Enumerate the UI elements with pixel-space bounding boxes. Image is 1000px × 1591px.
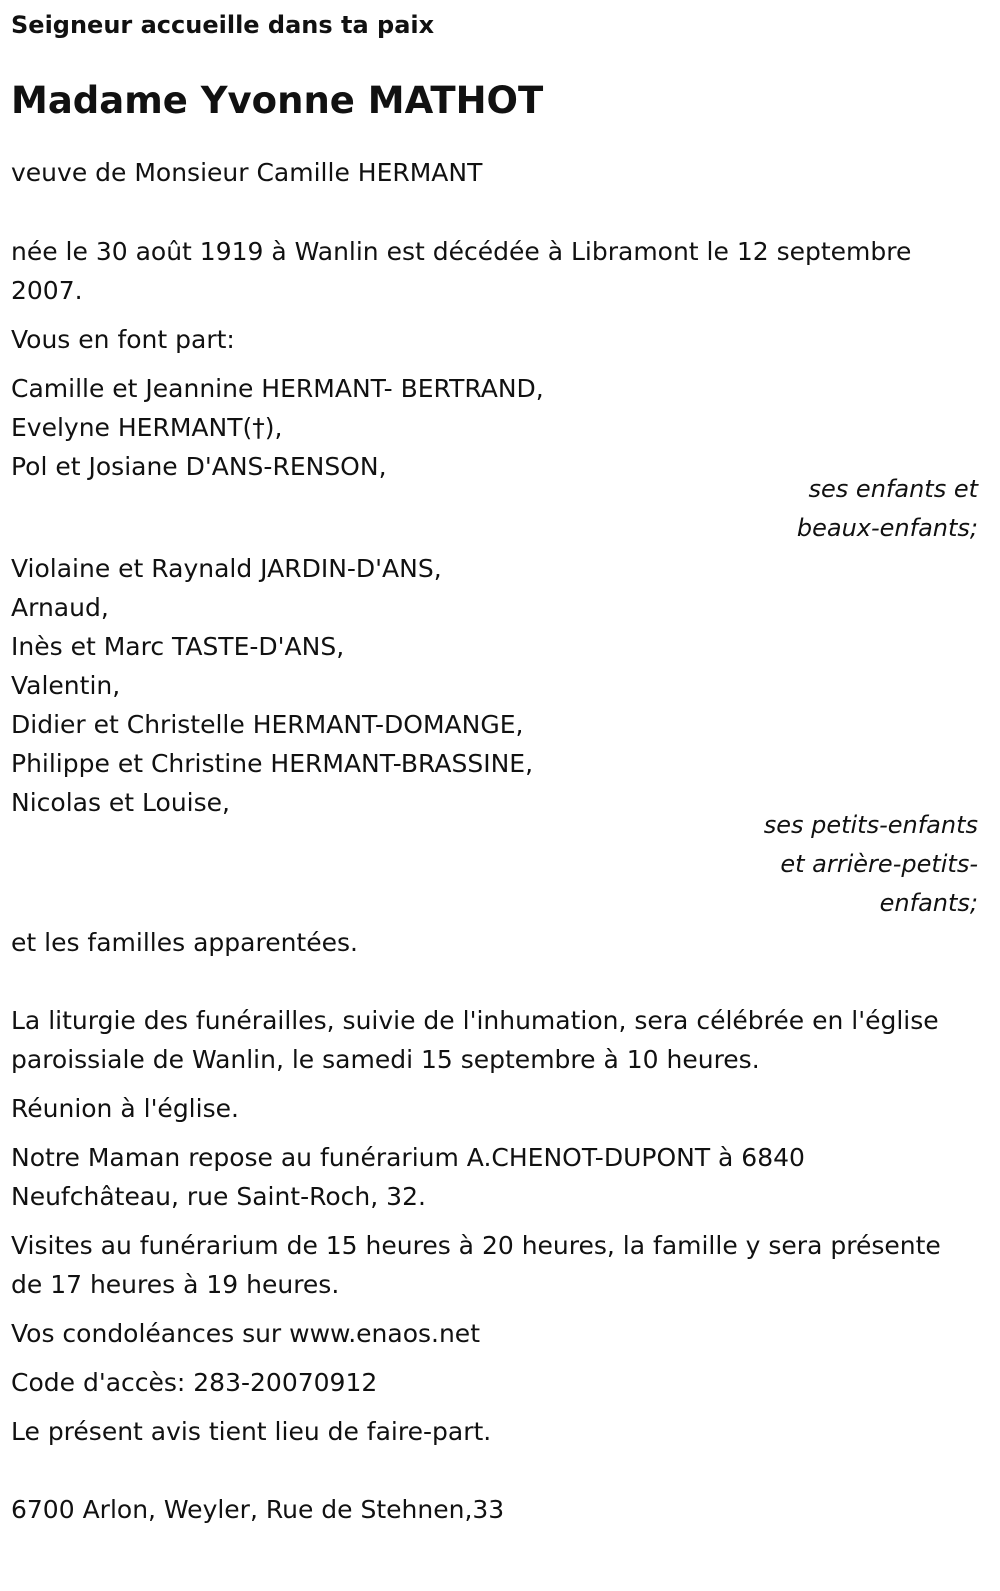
address-line: 6700 Arlon, Weyler, Rue de Stehnen,33 — [11, 1495, 505, 1524]
heading: Seigneur accueille dans ta paix — [11, 11, 435, 39]
families-line: et les familles apparentées. — [11, 928, 358, 957]
liturgy-block — [11, 1001, 978, 1079]
visits-line: Visites au funérarium de 15 heures à 20 heures, la famille y sera présente — [11, 1231, 941, 1260]
grandchildren-list — [11, 549, 978, 822]
children-list — [11, 369, 978, 486]
list-item: Camille et Jeannine HERMANT- BERTRAND, — [11, 374, 544, 403]
list-item: Violaine et Raynald JARDIN-D'ANS, — [11, 554, 442, 583]
notice-line: Le présent avis tient lieu de faire-part. — [11, 1417, 492, 1446]
relation-line: beaux-enfants; — [796, 514, 978, 542]
birth-death-block — [11, 232, 978, 310]
visits-block — [11, 1226, 978, 1304]
liturgy-line: paroissiale de Wanlin, le samedi 15 septembre à 10 heures. — [11, 1045, 760, 1074]
access-code-line: Code d'accès: 283-20070912 — [11, 1368, 378, 1397]
condolences-line: Vos condoléances sur www.enaos.net — [11, 1319, 480, 1348]
list-item: Nicolas et Louise, — [11, 788, 230, 817]
relation-line: ses enfants et — [808, 475, 978, 503]
birth-death-line: née le 30 août 1919 à Wanlin est décédée à Libramont le 12 septembre — [11, 237, 912, 266]
funeral-home-block — [11, 1138, 978, 1216]
deceased-name: Madame Yvonne MATHOT — [11, 79, 544, 122]
relation-line: enfants; — [879, 889, 978, 917]
liturgy-line: La liturgie des funérailles, suivie de l'inhumation, sera célébrée en l'église — [11, 1006, 939, 1035]
list-item: Didier et Christelle HERMANT-DOMANGE, — [11, 710, 524, 739]
relation-line: ses petits-enfants — [763, 811, 978, 839]
list-item: Philippe et Christine HERMANT-BRASSINE, — [11, 749, 534, 778]
announcement-intro: Vous en font part: — [11, 325, 235, 354]
visits-line: de 17 heures à 19 heures. — [11, 1270, 340, 1299]
funeral-home-line: Neufchâteau, rue Saint-Roch, 32. — [11, 1182, 426, 1211]
meeting-line: Réunion à l'église. — [11, 1094, 239, 1123]
list-item: Valentin, — [11, 671, 121, 700]
list-item: Arnaud, — [11, 593, 109, 622]
spouse-line: veuve de Monsieur Camille HERMANT — [11, 158, 483, 187]
relation-line: et arrière-petits- — [780, 850, 978, 878]
funeral-home-line: Notre Maman repose au funérarium A.CHENOT-DUPONT à 6840 — [11, 1143, 805, 1172]
list-item: Inès et Marc TASTE-D'ANS, — [11, 632, 345, 661]
birth-death-line: 2007. — [11, 276, 83, 305]
list-item: Pol et Josiane D'ANS-RENSON, — [11, 452, 387, 481]
grandchildren-relation — [11, 806, 978, 923]
list-item: Evelyne HERMANT(†), — [11, 413, 283, 442]
